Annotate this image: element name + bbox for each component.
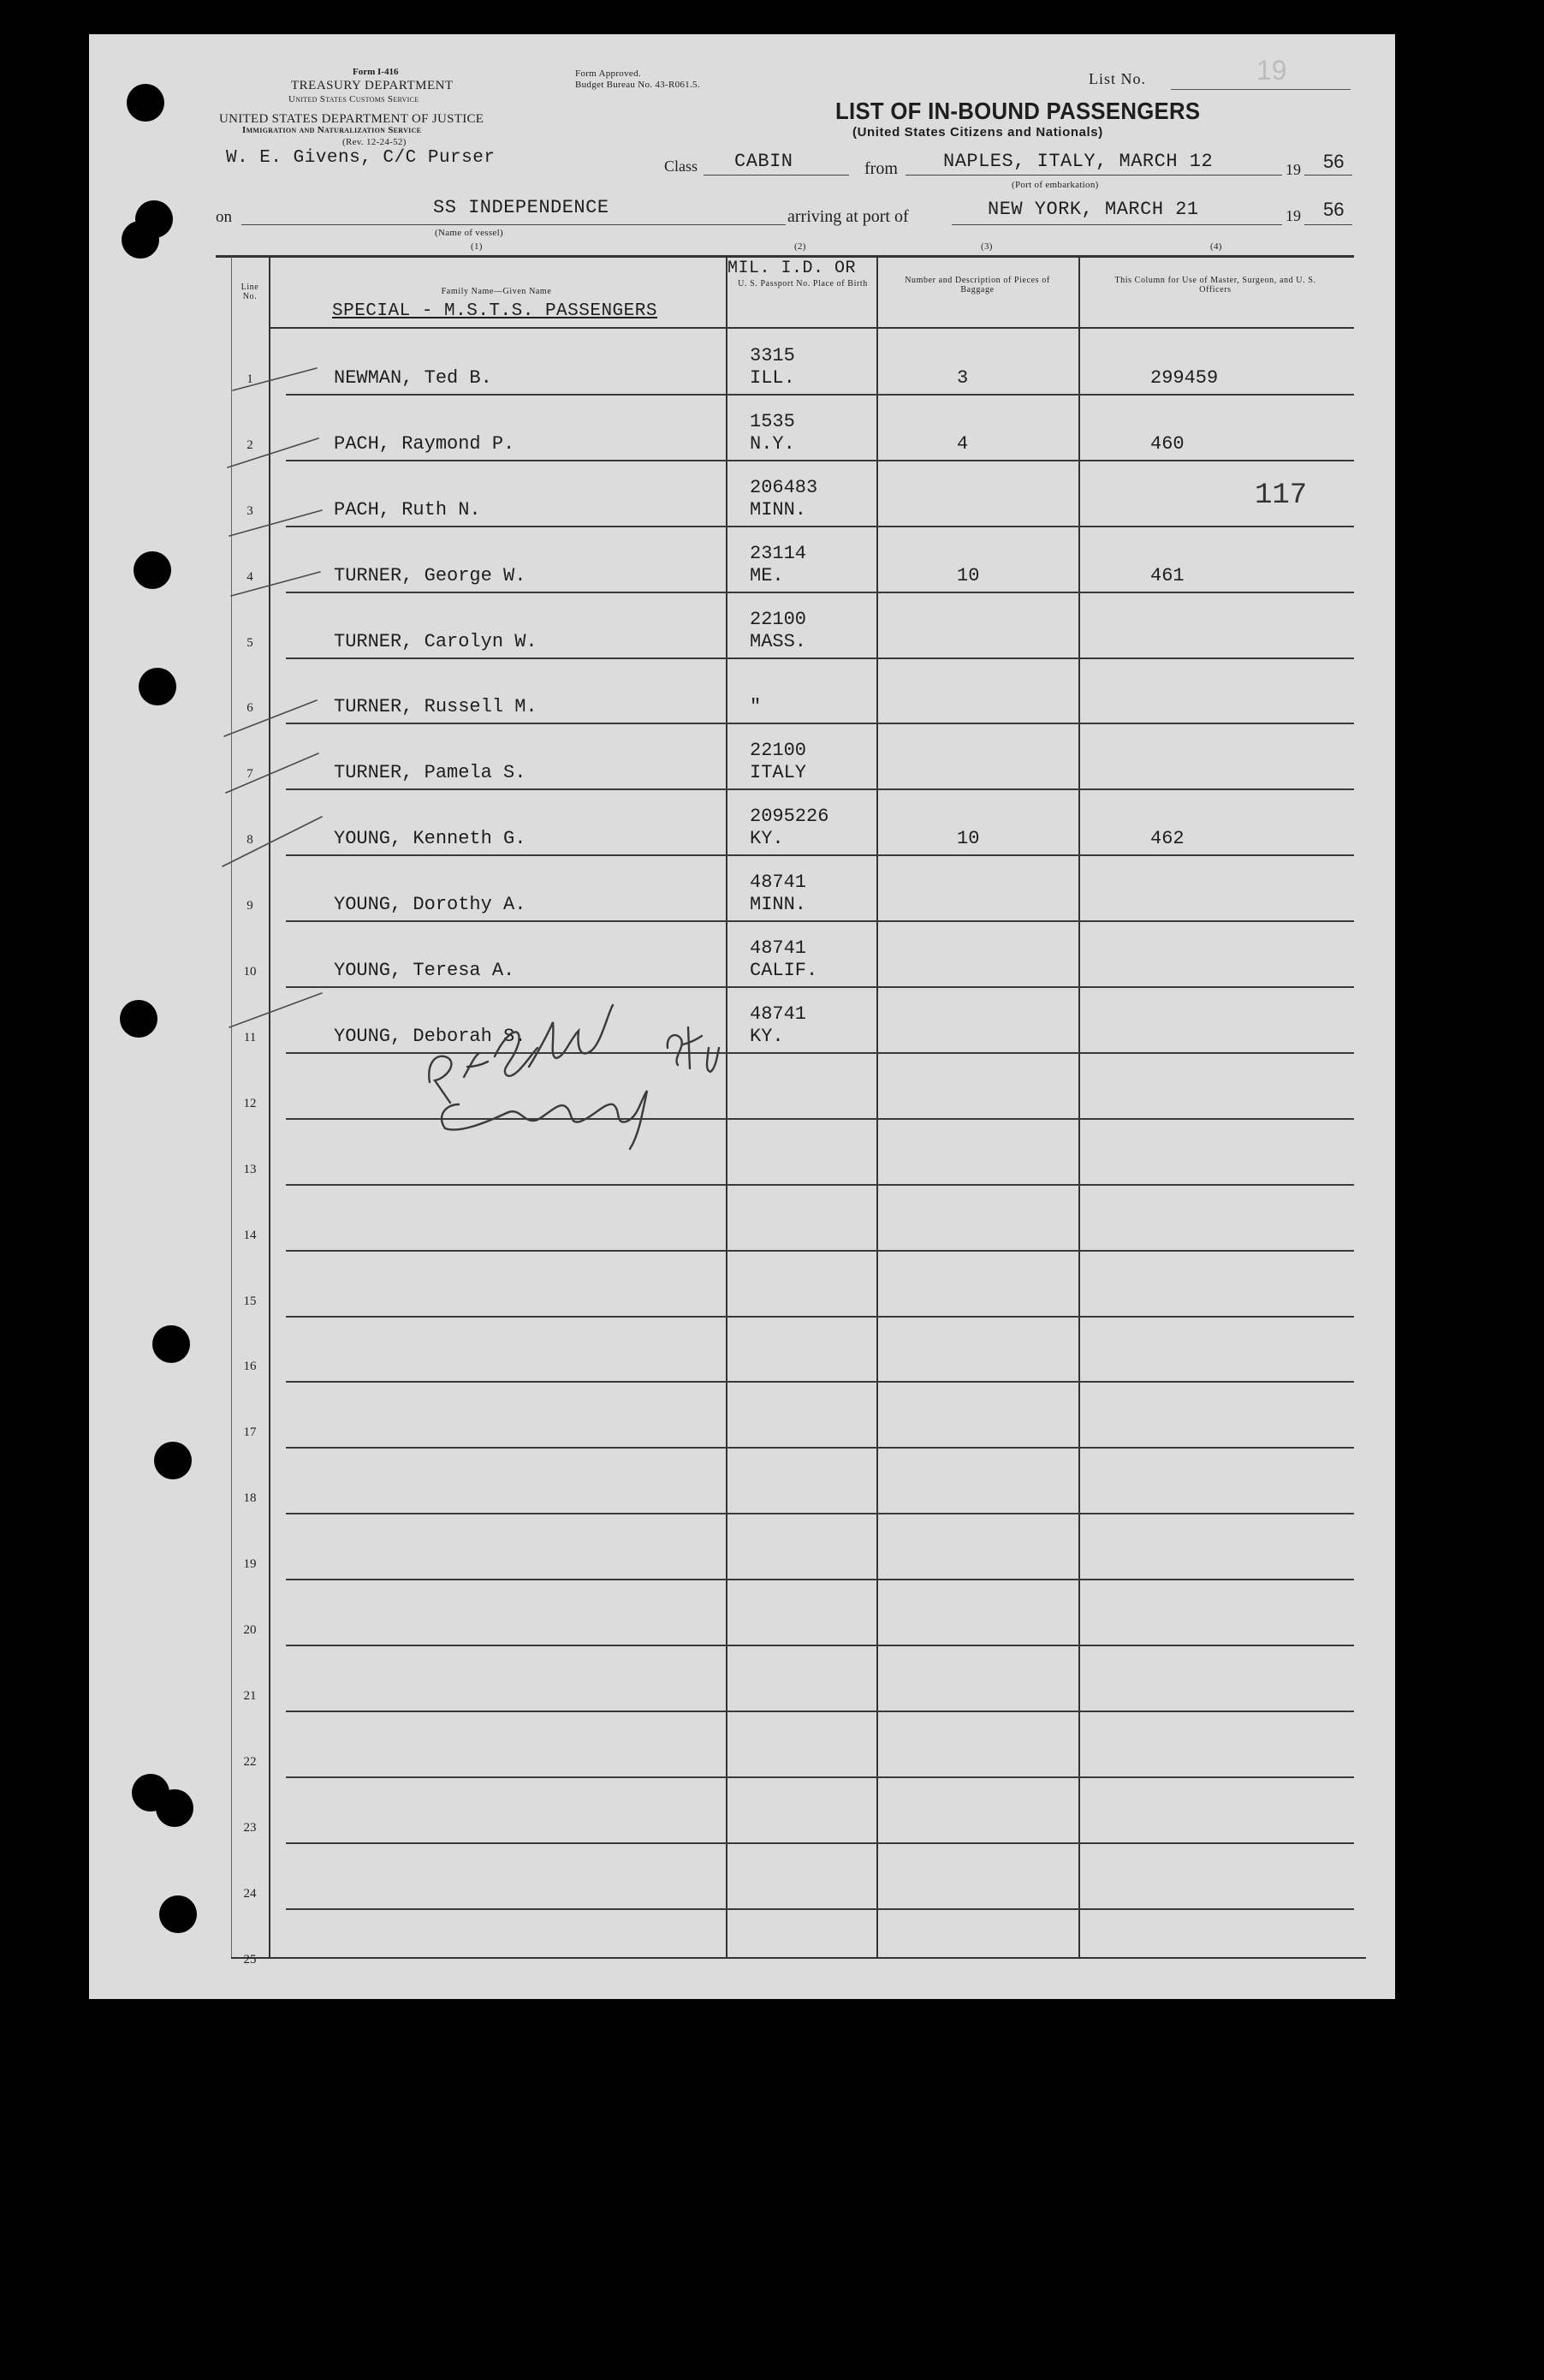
passport-id: 3315 [750,344,795,366]
header-officers: This Column for Use of Master, Surgeon, and U. S. Officers [1114,276,1316,295]
list-no-value: 19 [1256,55,1287,86]
col-num-1: (1) [471,241,483,252]
col-num-3: (3) [981,241,993,252]
passport-id: 48741 [750,937,807,959]
binder-hole [152,1325,190,1363]
place-of-birth: N.Y. [750,432,795,455]
row-divider [286,1711,1354,1712]
year-underline-1 [1304,175,1352,176]
line-number: 17 [243,1425,257,1440]
line-number: 16 [243,1360,257,1374]
passport-id: 206483 [750,476,818,498]
binder-hole [127,84,164,122]
line-number: 7 [246,767,253,782]
customs-service: United States Customs Service [288,94,419,104]
binder-hole [134,551,171,589]
line-number: 21 [243,1688,257,1703]
passenger-name: YOUNG, Kenneth G. [334,828,526,850]
vessel-caption: (Name of vessel) [435,228,503,238]
from-label: from [864,159,898,178]
form-number: Form I-416 [353,67,399,77]
line-number: 15 [243,1294,257,1308]
place-of-birth: MASS. [750,630,807,652]
line-number: 25 [243,1952,257,1966]
row-divider [286,1184,1354,1186]
check-marks [216,360,336,1044]
header-baggage: Number and Description of Pieces of Baggage [905,276,1050,295]
row-divider [286,1447,1354,1449]
form-subtitle: (United States Citizens and Nationals) [852,125,1103,140]
line-number: 24 [243,1886,257,1901]
line-number: 10 [243,965,257,979]
officer-number: 299459 [1150,366,1219,389]
binder-hole [120,1000,157,1038]
line-number: 19 [243,1557,257,1572]
row-divider [286,1513,1354,1514]
header-passport: U. S. Passport No. Place of Birth [738,279,868,289]
passenger-name: PACH, Ruth N. [334,498,481,521]
passenger-name: YOUNG, Deborah S. [334,1025,526,1047]
class-label: Class [664,158,698,175]
header-line-no: Line No. [241,283,259,301]
line-number: 20 [243,1623,257,1637]
year-prefix-1: 19 [1286,161,1301,178]
line-number: 18 [243,1491,257,1506]
budget-bureau: Budget Bureau No. 43-R061.5. [575,80,700,90]
line-number: 5 [246,635,253,650]
passport-id: 22100 [750,608,807,630]
row-divider [286,1579,1354,1580]
row-divider [286,723,1354,724]
embarkation-port: NAPLES, ITALY, MARCH 12 [943,151,1214,172]
row-divider [286,657,1354,659]
purser-name: W. E. Givens, C/C Purser [226,148,496,168]
justice-dept: UNITED STATES DEPARTMENT OF JUSTICE [219,112,484,126]
form-approved: Form Approved. [575,68,641,79]
place-of-birth: MINN. [750,894,807,916]
line-number: 23 [243,1820,257,1835]
passport-id: 23114 [750,542,807,564]
arrival-underline [952,224,1282,225]
row-divider [286,592,1354,593]
year-prefix-2: 19 [1286,207,1301,224]
on-label: on [216,208,232,226]
vessel-underline [241,224,786,225]
binder-hole [156,1789,193,1827]
line-number: 6 [246,701,253,716]
passenger-name: YOUNG, Dorothy A. [334,894,526,916]
passport-id: 2095226 [750,806,829,828]
line-number: 8 [246,833,253,848]
arriving-label: arriving at port of [787,207,909,226]
line-number: 9 [246,899,253,913]
header-passport-typed: MIL. I.D. OR [727,259,857,278]
row-divider [286,1250,1354,1252]
line-number: 14 [243,1228,257,1242]
passenger-name: TURNER, George W. [334,564,526,586]
form-title: LIST OF IN-BOUND PASSENGERS [835,98,1201,124]
binder-hole [122,221,159,259]
officer-number: 462 [1150,828,1185,850]
margin-number: 117 [1255,479,1308,512]
row-divider [286,1842,1354,1844]
col-divider-passport [876,257,878,1957]
place-of-birth: ILL. [750,366,795,389]
passenger-name: PACH, Raymond P. [334,432,515,455]
row-divider [286,1908,1354,1910]
passenger-name: TURNER, Carolyn W. [334,630,537,652]
line-number: 11 [243,1030,257,1044]
year-2: 56 [1323,199,1345,220]
place-of-birth: " [750,696,762,718]
table-top-rule [216,255,1354,258]
from-underline [906,175,1282,176]
passport-id: 48741 [750,872,807,894]
passport-id: 1535 [750,410,795,432]
place-of-birth: ME. [750,564,784,586]
place-of-birth: KY. [750,1025,784,1047]
place-of-birth: ITALY [750,762,807,784]
place-of-birth: KY. [750,828,784,850]
passenger-name: TURNER, Russell M. [334,696,537,718]
treasury-dept: TREASURY DEPARTMENT [291,79,454,92]
officer-number: 461 [1150,564,1185,586]
ins-service: Immigration and Naturalization Service [242,125,422,135]
header-bottom-rule [269,327,1354,329]
row-divider [286,854,1354,856]
arrival-port: NEW YORK, MARCH 21 [988,199,1199,220]
binder-hole [139,668,176,705]
list-no-underline [1171,89,1351,90]
line-number: 12 [243,1096,257,1110]
passenger-name: NEWMAN, Ted B. [334,366,492,389]
officer-number: 460 [1150,432,1185,455]
row-divider [286,1316,1354,1318]
class-value: CABIN [734,151,793,172]
list-no-label: List No. [1089,70,1147,87]
line-number: 3 [246,503,253,518]
header-name: Family Name—Given Name [441,287,552,296]
revision: (Rev. 12-24-52) [342,137,407,147]
year-underline-2 [1304,224,1352,225]
place-of-birth: MINN. [750,498,807,521]
passport-id: 22100 [750,740,807,762]
handwritten-signature [411,997,736,1159]
row-divider [286,1776,1354,1778]
col-num-2: (2) [794,241,806,252]
row-divider [286,460,1354,461]
row-divider [286,1645,1354,1646]
col-divider-baggage [1078,257,1080,1957]
class-underline [704,175,849,176]
row-divider [286,788,1354,790]
row-divider [286,394,1354,396]
line-number: 2 [246,437,253,452]
place-of-birth: CALIF. [750,960,818,981]
col-num-4: (4) [1210,241,1222,252]
binder-hole [159,1895,197,1933]
line-number: 1 [246,372,253,386]
row-divider [286,1381,1354,1383]
passenger-name: TURNER, Pamela S. [334,762,526,784]
header-name-sub: SPECIAL - M.S.T.S. PASSENGERS [332,301,657,321]
row-divider [286,920,1354,922]
binder-hole [154,1442,192,1479]
line-number: 22 [243,1754,257,1769]
embarkation-caption: (Port of embarkation) [1012,180,1099,190]
row-divider [286,986,1354,988]
baggage-count: 4 [957,432,969,455]
baggage-count: 3 [957,366,969,389]
vessel-name: SS INDEPENDENCE [433,197,609,218]
row-divider [286,526,1354,527]
line-number: 13 [243,1162,257,1176]
table-bottom-rule [231,1957,1366,1959]
passenger-name: YOUNG, Teresa A. [334,960,515,981]
baggage-count: 10 [957,828,980,850]
passport-id: 48741 [750,1003,807,1025]
year-1: 56 [1323,151,1345,172]
line-number: 4 [246,569,253,584]
baggage-count: 10 [957,564,980,586]
